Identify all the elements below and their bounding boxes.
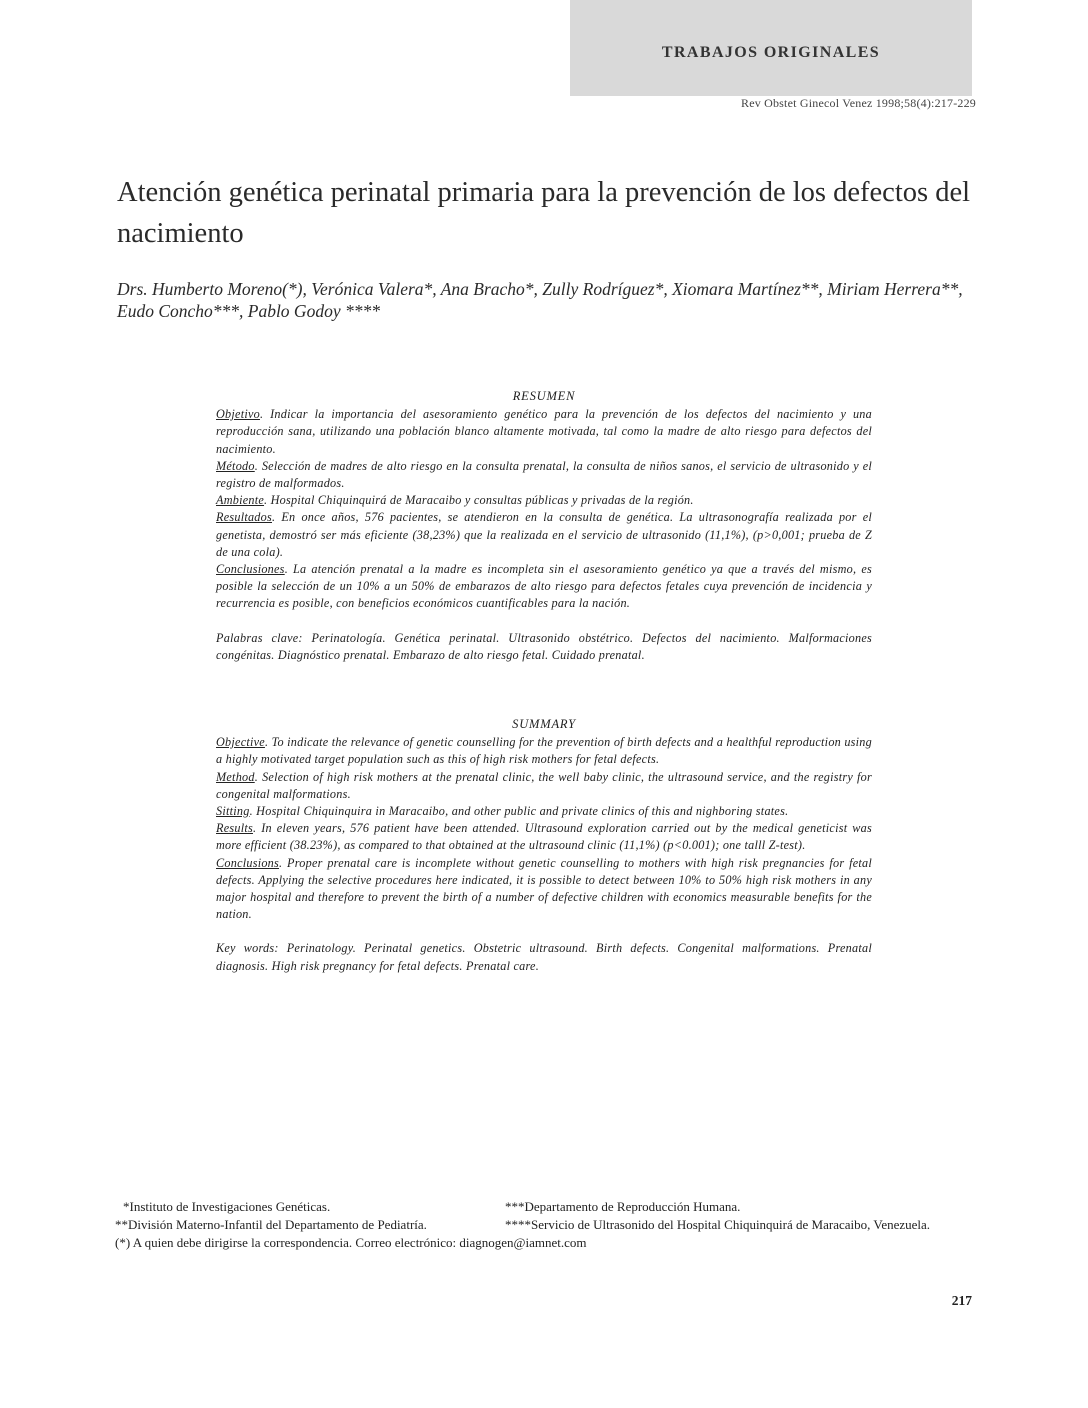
summary-conclusions <box>216 855 872 924</box>
resumen-objetivo-text: . Indicar la importancia del asesoramiento genético para la prevención de los defectos del nacimiento y una reproducción sana, utilizando una población blanco altamente motivada, tal como la madre de alto riesgo para defectos del nacimiento. <box>216 407 872 456</box>
summary-sitting-text: . Hospital Chiquinquira in Maracaibo, and other public and private clinics of this and nighboring states. <box>249 804 789 819</box>
summary-results-label: Results <box>216 821 253 836</box>
resumen-ambiente-text: . Hospital Chiquinquirá de Maracaibo y consultas públicas y privadas de la región. <box>264 493 694 508</box>
footnote-correspondence: (*) A quien debe dirigirse la correspondencia. Correo electrónico: diagnogen@iamnet.com <box>115 1235 587 1250</box>
resumen-ambiente <box>216 492 872 509</box>
resumen-conclusiones-text: . La atención prenatal a la madre es incompleta sin el asesoramiento genético ya que a través del mismo, es posible la selección de un 10% a un 50% de embarazos de alto riesgo para defectos fetales cuya prevención de incidencia y recurrencia es posible, con beneficios económicos cuantificables para la nación. <box>216 562 872 611</box>
footnote-affiliation-1: *Instituto de Investigaciones Genéticas. <box>123 1199 331 1214</box>
resumen-block <box>216 388 872 664</box>
summary-results <box>216 820 872 854</box>
summary-method <box>216 769 872 803</box>
summary-sitting-label: Sitting <box>216 804 250 819</box>
summary-objective-text: . To indicate the relevance of genetic counselling for the prevention of birth defects and a healthful reproduction using a highly motivated target population such as this of high risk mothers for fetal defects. <box>216 735 872 767</box>
footnote-affiliation-2: **División Materno-Infantil del Departamento de Pediatría. <box>115 1217 427 1232</box>
resumen-keywords: Palabras clave: Perinatología. Genética perinatal. Ultrasonido obstétrico. Defectos del nacimiento. Malformaciones congénitas. Diagnóstico prenatal. Embarazo de alto riesgo fetal. Cuidado prenatal. <box>216 630 872 662</box>
summary-conclusions-label: Conclusions <box>216 855 280 870</box>
resumen-objetivo <box>216 406 872 458</box>
resumen-ambiente-label: Ambiente <box>216 493 265 508</box>
page-number: 217 <box>951 1293 972 1308</box>
summary-results-text: . In eleven years, 576 patient have been attended. Ultrasound exploration carried out by the medical geneticist was more efficient (38.23%), as compared to that obtained at the ultrasound clinic (11,1%) (p<0.001); one talll Z-test). <box>216 821 872 853</box>
resumen-conclusiones <box>216 561 872 613</box>
summary-method-label: Method <box>216 769 255 784</box>
summary-objective-label: Objective <box>216 735 265 750</box>
summary-heading: SUMMARY <box>512 717 576 731</box>
footnote-row <box>115 1198 985 1216</box>
section-header-box <box>570 0 972 96</box>
summary-conclusions-text: . Proper prenatal care is incomplete without genetic counselling to mothers with high risk pregnancies for fetal defects. Applying the selective procedures here indicated, it is possible to detect between 10% to 50% high risk mothers in any major hospital and therefore to prevent the birth of a number of defective children with economics measurable benefits for the nation. <box>216 855 872 922</box>
footnotes <box>115 1198 985 1252</box>
summary-sitting <box>216 803 872 820</box>
summary-method-text: . Selection of high risk mothers at the prenatal clinic, the well baby clinic, the ultrasound service, and the registry for congenital malformations. <box>216 769 872 801</box>
resumen-metodo <box>216 458 872 492</box>
footnote-row <box>115 1216 985 1234</box>
resumen-objetivo-label: Objetivo <box>216 407 260 422</box>
footnote-affiliation-3: ***Departamento de Reproducción Humana. <box>505 1199 741 1214</box>
footnote-row <box>115 1234 985 1252</box>
resumen-conclusiones-label: Conclusiones <box>216 562 285 577</box>
section-label: TRABAJOS ORIGINALES <box>661 44 881 61</box>
article-title: Atención genética perinatal primaria para la prevención de los defectos del nacimiento <box>117 177 971 249</box>
resumen-resultados-text: . En once años, 576 pacientes, se atendieron en la consulta de genética. La ultrasonografía realizada por el genetista, demostró ser más eficiente (38,23%) que la realizada en el servicio de ultrasonido (11,1%), (p>0,001; prueba de Z de una cola). <box>216 510 872 559</box>
resumen-resultados-label: Resultados <box>216 510 272 525</box>
summary-keywords: Key words: Perinatology. Perinatal genetics. Obstetric ultrasound. Birth defects. Congenital malformations. Prenatal diagnosis. High risk pregnancy for fetal defects. Prenatal care. <box>216 941 872 973</box>
resumen-resultados <box>216 509 872 561</box>
resumen-metodo-text: . Selección de madres de alto riesgo en la consulta prenatal, la consulta de niños sanos, el servicio de ultrasonido y el registro de malformados. <box>216 458 872 491</box>
resumen-heading: RESUMEN <box>512 389 576 403</box>
resumen-metodo-label: Método <box>216 458 255 473</box>
article-authors: Drs. Humberto Moreno(*), Verónica Valera*, Ana Bracho*, Zully Rodríguez*, Xiomara Martínez**, Miriam Herrera**, Eudo Concho***, Pablo Godoy **** <box>117 279 963 321</box>
summary-objective <box>216 734 872 768</box>
summary-block <box>216 716 872 975</box>
footnote-affiliation-4: ****Servicio de Ultrasonido del Hospital Chiquinquirá de Maracaibo, Venezuela. <box>505 1217 931 1232</box>
journal-citation: Rev Obstet Ginecol Venez 1998;58(4):217-229 <box>740 96 976 110</box>
